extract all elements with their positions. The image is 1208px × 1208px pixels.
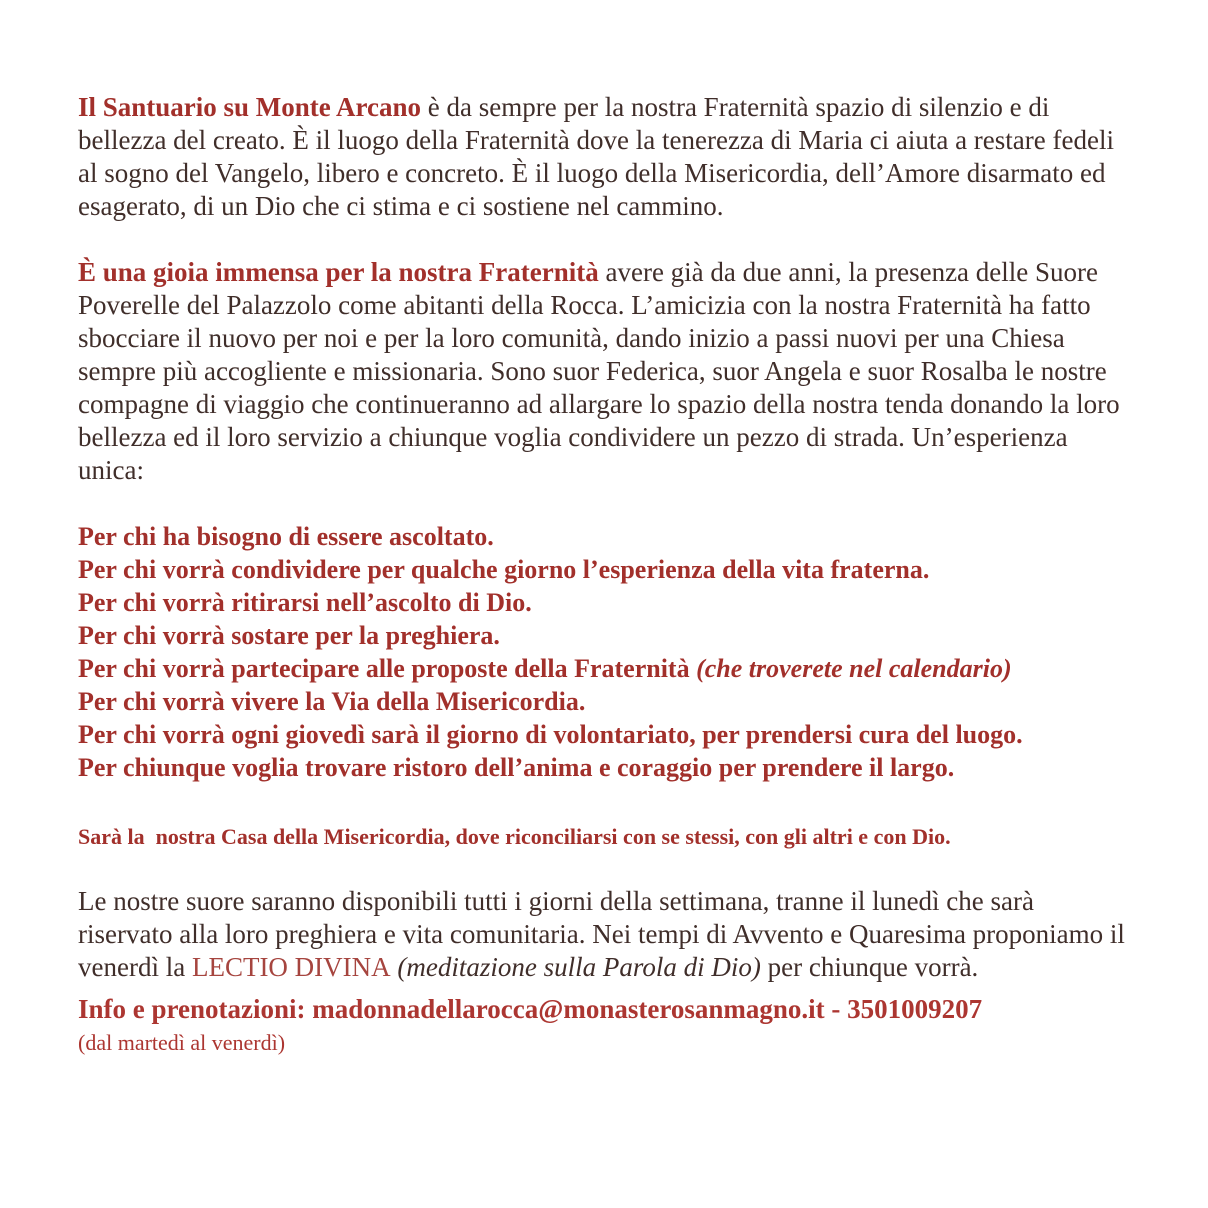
paragraph-santuario-lead: Il Santuario su Monte Arcano xyxy=(78,92,422,122)
list-item xyxy=(78,619,1130,652)
paragraph-suore-before: Le nostre suore saranno disponibili tutti i giorni della settimana, tranne il lunedì che sarà riservato alla loro preghiera e vita comunitaria. Nei tempi di Avvento e Quaresima proponiamo il venerdì la xyxy=(78,886,1125,982)
list-item-text: Per chi vorrà vivere la Via della Misericordia. xyxy=(78,687,586,716)
list-item xyxy=(78,553,1130,586)
contact-separator: - xyxy=(824,994,848,1024)
list-item-text: Per chi vorrà ogni giovedì sarà il giorno di volontariato, per prendersi cura del luogo. xyxy=(78,720,1023,749)
contact-label: Info e prenotazioni: xyxy=(78,994,313,1024)
list-item xyxy=(78,520,1130,553)
paragraph-gioia xyxy=(78,256,1130,487)
list-item xyxy=(78,652,1130,685)
audience-list xyxy=(78,520,1130,784)
list-item-text: Per chi vorrà sostare per la preghiera. xyxy=(78,621,500,650)
contact-email: madonnadellarocca@monasterosanmagno.it xyxy=(312,994,825,1024)
list-item-text: Per chi vorrà condividere per qualche giorno l’esperienza della vita fraterna. xyxy=(78,555,930,584)
paragraph-gioia-body: avere già da due anni, la presenza delle Suore Poverelle del Palazzolo come abitanti della Rocca. L’amicizia con la nostra Fraternità ha fatto sbocciare il nuovo per noi e per la loro comunità, dando inizio a passi nuovi per una Chiesa sempre più accogliente e missionaria. Sono suor Federica, suor Angela e suor Rosalba le nostre compagne di viaggio che continueranno ad allargare lo spazio della nostra tenda donando la loro bellezza ed il loro servizio a chiunque voglia condividere un pezzo di strada. Un’esperienza unica: xyxy=(78,257,1120,485)
paragraph-gioia-lead: È una gioia immensa per la nostra Fraternità xyxy=(78,257,599,287)
list-item-text: Per chi vorrà partecipare alle proposte della Fraternità xyxy=(78,654,697,683)
lectio-divina-label: LECTIO DIVINA xyxy=(191,952,391,982)
list-item-text: Per chiunque voglia trovare ristoro dell’anima e coraggio per prendere il largo. xyxy=(78,753,955,782)
availability-line: (dal martedì al venerdì) xyxy=(78,1030,286,1055)
paragraph-santuario-body: è da sempre per la nostra Fraternità spazio di silenzio e di bellezza del creato. È il luogo della Fraternità dove la tenerezza di Maria ci aiuta a restare fedeli al sogno del Vangelo, libero e concreto. È il luogo della Misericordia, dell’Amore disarmato ed esagerato, di un Dio che ci stima e ci sostiene nel cammino. xyxy=(78,92,1114,221)
list-item-text: Per chi vorrà ritirarsi nell’ascolto di Dio. xyxy=(78,588,532,617)
list-item-text: Per chi ha bisogno di essere ascoltato. xyxy=(78,522,494,551)
list-item xyxy=(78,685,1130,718)
list-item-italic-note: (che troverete nel calendario) xyxy=(696,654,1012,683)
casa-misericordia-line: Sarà la nostra Casa della Misericordia, dove riconciliarsi con se stessi, con gli altri e con Dio. xyxy=(78,824,951,849)
list-item xyxy=(78,718,1130,751)
paragraph-santuario xyxy=(78,91,1130,223)
list-item xyxy=(78,586,1130,619)
paragraph-suore-after: per chiunque vorrà. xyxy=(767,952,979,982)
contact-phone: 3501009207 xyxy=(847,994,983,1024)
meditazione-note: (meditazione sulla Parola di Dio) xyxy=(390,952,768,982)
list-item xyxy=(78,751,1130,784)
paragraph-suore xyxy=(78,885,1130,984)
contact-line xyxy=(78,992,1130,1026)
